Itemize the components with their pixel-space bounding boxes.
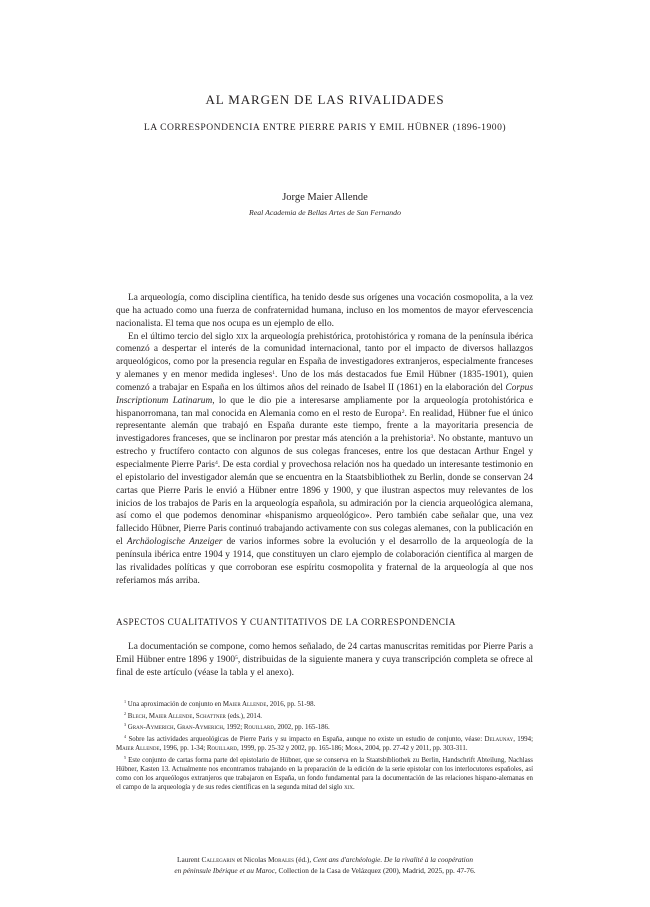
footnote-number: 4 xyxy=(124,734,127,740)
footer-line-2 xyxy=(0,865,650,876)
author-name: Jorge Maier Allende xyxy=(282,192,368,203)
footnotes xyxy=(116,700,533,795)
paragraph-intro: La arqueología, como disciplina científica, ha tenido desde sus orígenes una vocación cosmopolita, a la vez que ha actuado como una fuerza de confraternidad humana, incluso en los momentos de mayor efervescencia nacionalista. El tema que nos ocupa es un ejemplo de ello. xyxy=(116,293,533,329)
text-run: de varios informes sobre la evolución y el desarrollo de la arqueología de la península ibérica entre 1904 y 1914, que constituyen un claro ejemplo de colaboración científica al margen de las rivalidades políticas y que corroboran ese espíritu cosmopolita y fraternal de la arqueología al que nos referiamos más arriba. xyxy=(116,537,533,586)
cited-author: Rouillard xyxy=(243,724,274,732)
text-run: Una aproximación de conjunto en xyxy=(127,701,223,708)
text-run: , 2016, pp. 51-98. xyxy=(266,701,316,708)
text-run: , 1992; xyxy=(222,724,244,732)
text-run: . No obstante, mantuvo un estrecho y fructífero contacto con algunos de sus colegas franceses, entre los que destacan Arthur Engel y especialmente Pierre Paris xyxy=(116,434,533,470)
paragraph-main xyxy=(116,331,533,588)
footnote-1 xyxy=(116,700,533,709)
footnote-ref-5[interactable]: 5 xyxy=(235,654,238,661)
text-run: , 1994; xyxy=(513,736,533,744)
cited-author: Maier Allende xyxy=(116,745,160,753)
section-body xyxy=(116,641,533,680)
text-run: la arqueología prehistórica, protohistórica y romana de la península ibérica comenzó a despertar el interés de la comunidad internacional, tanto por el impacto de diversos hallazgos arqueológicos, como por la presencia regular en España de investigadores extranjeros, especialmente franceses y alemanes y en menor medida ingleses xyxy=(116,331,533,381)
text-run: , 2002, pp. 165-186. xyxy=(274,724,330,732)
text-run: (éd.), xyxy=(293,855,314,864)
author-affiliation: Real Academia de Bellas Artes de San Fernando xyxy=(249,208,401,217)
editor-name: Morales xyxy=(268,855,294,864)
cited-author: Blech, Maier Allende, Schattner xyxy=(127,712,226,720)
cited-author: Maier Allende xyxy=(222,701,267,708)
text-run: , Collection de la Casa de Velázquez (200), Madrid, 2025, pp. 47-76. xyxy=(274,866,476,875)
text-run: , distribuidas de la siguiente manera y cuya transcripción completa se ofrece al final de este artículo (véase la tabla y el anexo). xyxy=(116,654,533,678)
editor-name: Callegarin xyxy=(201,855,235,864)
text-run: , 1999, pp. 25-32 y 2002, pp. 165-186; xyxy=(237,745,346,753)
cited-author: Rouillard xyxy=(206,745,237,753)
article-body xyxy=(116,292,533,587)
footnote-3 xyxy=(116,723,533,732)
text-run: Este conjunto de cartas forma parte del epistolario de Hübner, que se conserva en la Staatsbibliothek zu Berlin, Handschrift Abteilung, Nachlass Hübner, Kasten 13. Actualmente nos encontramos trabajando en la preparación de la edición de la serie epistolar con los interlocutores españoles, así como con los arqueólogos extranjeros que trabajaron en España, un fondo fundamental para la documentación de las relaciones hispano-alemanas en el campo de la arqueología y de sus redes científicas en la segunda mitad del siglo xyxy=(116,756,533,792)
text-run: , 2004, pp. 27-42 y 2011, pp. 303-311. xyxy=(361,745,468,753)
text-run: Laurent xyxy=(177,855,202,864)
text-run: En el último tercio del siglo xyxy=(128,331,236,342)
page-footer-citation xyxy=(0,854,650,876)
cited-author: Gran-Aymerich, Gran-Aymerich xyxy=(127,724,223,732)
book-title: en péninsule Ibérique et au Maroc xyxy=(174,866,275,875)
footnote-ref-3[interactable]: 3 xyxy=(430,434,434,441)
footer-line-1 xyxy=(0,854,650,865)
text-run: Sobre las actividades arqueológicas de Pierre Paris y su impacto en España, aunque no existe un estudio de conjunto, véase: xyxy=(128,736,485,744)
footnote-ref-2[interactable]: 2 xyxy=(401,408,405,415)
book-title: Cent ans d'archéologie. De la rivalité à la coopération xyxy=(313,855,473,864)
footnote-number: 5 xyxy=(124,754,127,760)
footnote-ref-1[interactable]: 1 xyxy=(272,370,276,377)
corpus-title: Corpus Inscriptionum Latinarum xyxy=(116,382,533,406)
text-run: , lo que le dio pie a interesarse ampliamente por la arqueología protohistórica e hispanorromana, tan mal conocida en Alemania como en el resto de Europa xyxy=(116,395,533,419)
text-run: . xyxy=(352,784,355,792)
section-heading: ASPECTOS CUALITATIVOS Y CUANTITATIVOS DE LA CORRESPONDENCIA xyxy=(116,617,456,627)
journal-title: Archäologische Anzeiger xyxy=(126,537,223,548)
footnote-2 xyxy=(116,712,533,721)
cited-author: Delaunay xyxy=(484,736,514,744)
text-run: , 1996, pp. 1-34; xyxy=(159,745,207,753)
paragraph-documentation xyxy=(116,641,533,680)
text-run: . En realidad, Hübner fue el único representante alemán que trabajó en España durante este tiempo, frente a la mayoritaria presencia de investigadores franceses, que se inclinaron por prestar más atención a la prehistoria xyxy=(116,408,533,445)
century-numeral: xix xyxy=(344,784,353,792)
footnote-5 xyxy=(116,756,533,792)
text-run: . De esta cordial y provechosa relación nos ha quedado un interesante testimonio en el epistolario del investigador alemán que se encuentra en la Staatsbibliothek zu Berlin, donde se conservan 24 cartas que Pierre Paris le envió a Hübner entre 1896 y 1900, y que ilustran aspectos muy relevantes de los inicios de los trabajos de Paris en la arqueología española, su admiración por la ciencia arqueológica alemana, así como el que podemos denominar «hispanismo arqueológico». Pero también cabe señalar que, una vez fallecido Hübner, Pierre Paris continuó trabajando activamente con sus colegas alemanes, con la publicación en el xyxy=(116,459,533,548)
text-run: (eds.), 2014. xyxy=(225,712,263,720)
footnote-number: 2 xyxy=(124,710,127,716)
cited-author: Mora xyxy=(345,745,362,753)
text-run: La documentación se compone, como hemos señalado, de 24 cartas manuscritas remitidas por Pierre Paris a Emil Hübner entre 1896 y 1900 xyxy=(116,642,533,665)
footnote-ref-4[interactable]: 4 xyxy=(214,459,218,466)
century-numeral: xix xyxy=(235,331,249,342)
article-title: AL MARGEN DE LAS RIVALIDADES xyxy=(205,92,445,107)
footnote-number: 1 xyxy=(124,699,127,704)
text-run: . Uno de los más destacados fue Emil Hübner (1835-1901), quien comenzó a trabajar en España en los últimos años del reinado de Isabel II (1861) en la elaboración del xyxy=(116,370,533,393)
footnote-number: 3 xyxy=(124,722,127,728)
text-run: et Nicolas xyxy=(235,855,269,864)
article-subtitle: LA CORRESPONDENCIA ENTRE PIERRE PARIS Y EMIL HÜBNER (1896-1900) xyxy=(143,122,507,133)
footnote-4 xyxy=(116,735,533,753)
